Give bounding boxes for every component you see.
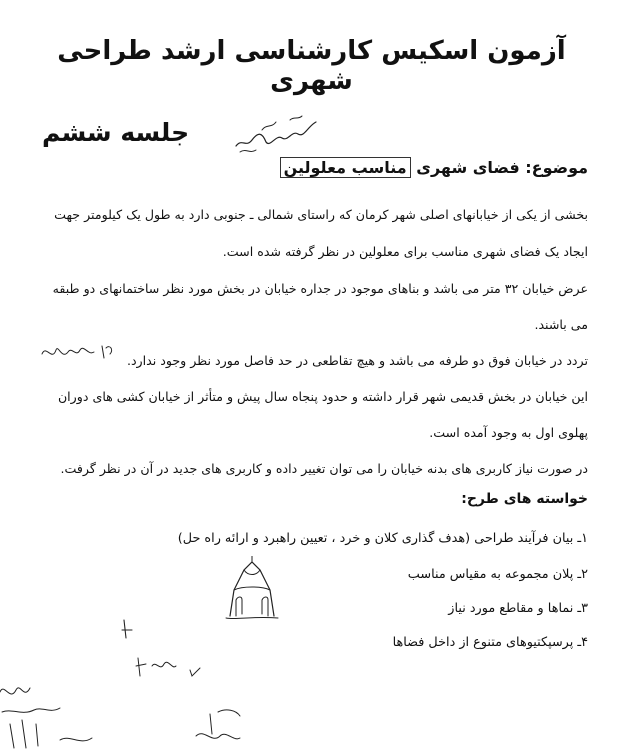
- session-heading: جلسه ششم: [42, 118, 190, 147]
- paragraph-line: می باشند.: [534, 317, 588, 332]
- subject-line: [280, 158, 588, 177]
- requirement-item: ۴ـ پرسپکتیوهای متنوع از داخل فضاها: [392, 635, 588, 650]
- subject-label: موضوع: فضای شهری: [410, 158, 588, 177]
- pencil-scribble: [40, 340, 120, 366]
- requirement-item: ۱ـ بیان فرآیند طراحی (هدف گذاری کلان و خرد ، تعیین راهبرد و ارائه راه حل): [177, 531, 588, 546]
- margin-sketch-marks: [0, 612, 300, 750]
- exam-title: آزمون اسکیس کارشناسی ارشد طراحی شهری: [57, 36, 566, 96]
- subject-highlight: مناسب معلولین: [280, 157, 411, 178]
- paragraph-line: عرض خیابان ۳۲ متر می باشد و بناهای موجود در جداره خیابان در بخش مورد نظر ساختمانهای دو طبقه: [52, 281, 588, 296]
- paragraph-line: پهلوی اول به وجود آمده است.: [429, 425, 588, 440]
- paragraph-line: ایجاد یک فضای شهری مناسب برای معلولین در نظر گرفته شده است.: [222, 244, 588, 259]
- paragraph-line: تردد در خیابان فوق دو طرفه می باشد و هیچ تقاطعی در حد فاصل مورد نظر وجود ندارد.: [126, 353, 588, 368]
- requirement-item: ۲ـ پلان مجموعه به مقیاس مناسب: [407, 567, 588, 582]
- requirements-title: خواسته های طرح:: [461, 491, 588, 507]
- paragraph-line: بخشی از یکی از خیابانهای اصلی شهر کرمان که راستای شمالی ـ جنوبی دارد به طول یک کیلومتر جهت: [54, 207, 588, 222]
- handwritten-annotation: [232, 108, 324, 156]
- paragraph-line: در صورت نیاز کاربری های بدنه خیابان را می توان تغییر داده و کاربری های جدید در آن در نظر گرفت.: [60, 461, 588, 476]
- paragraph-line: این خیابان در بخش قدیمی شهر قرار داشته و حدود پنجاه سال پیش و متأثر از خیابان کشی های دوران: [57, 389, 588, 404]
- requirement-item: ۳ـ نماها و مقاطع مورد نیاز: [448, 601, 588, 616]
